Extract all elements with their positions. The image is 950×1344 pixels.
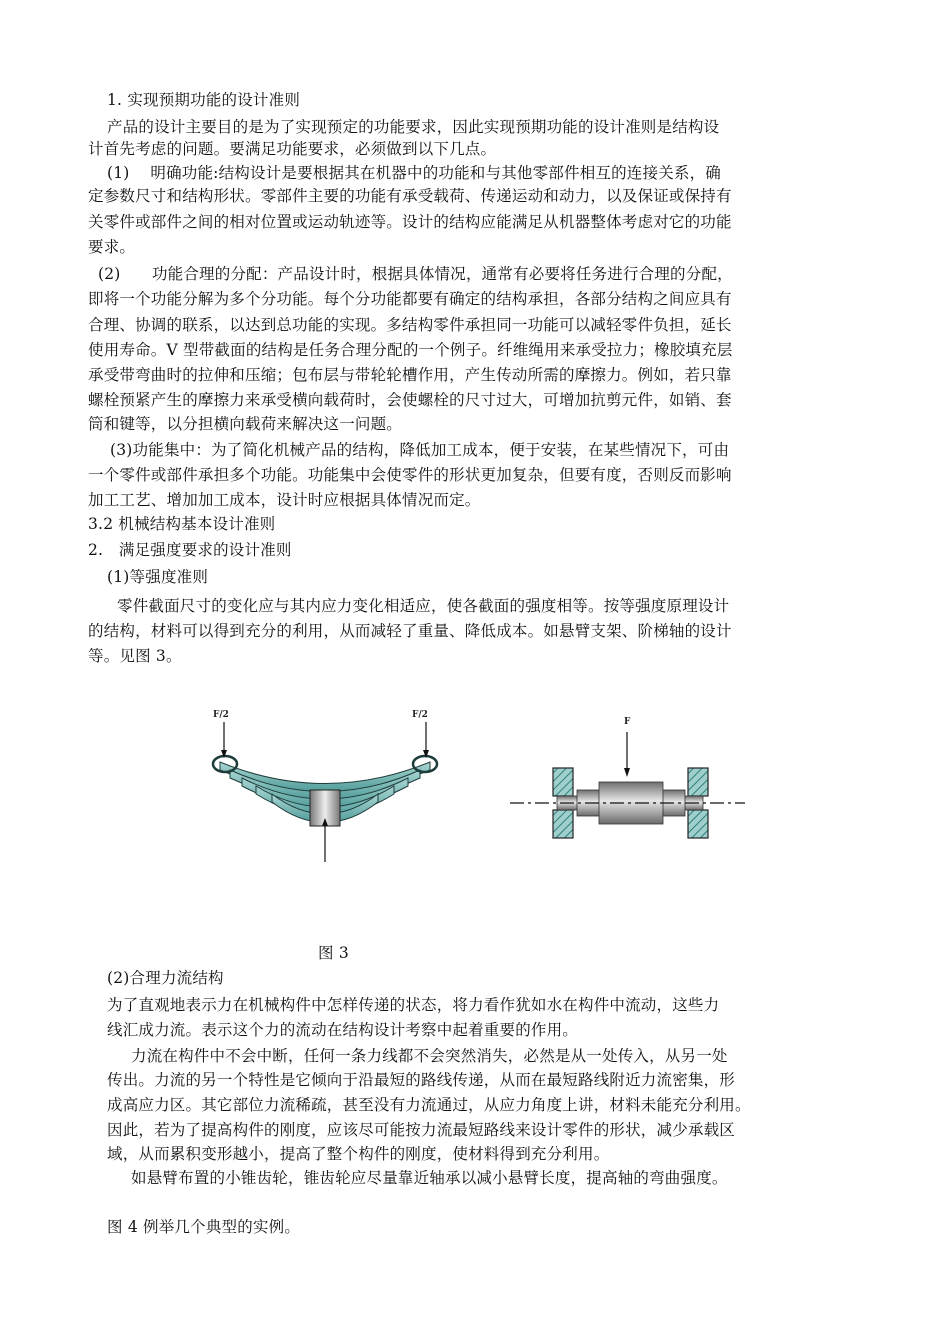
subsection-heading: (2)合理力流结构 (107, 969, 224, 987)
text-line: 因此，若为了提高构件的刚度，应该尽可能按力流最短路线来设计零件的形状，减少承载区 (107, 1121, 736, 1139)
text-line: 关零件或部件之间的相对位置或运动轨迹等。设计的结构应能满足从机器整体考虑对它的功能 (88, 213, 732, 231)
leaf-spring-drawing (200, 700, 450, 870)
text-line: 一个零件或部件承担多个功能。功能集中会使零件的形状更加复杂，但要有度，否则反而影响 (88, 466, 732, 484)
text-line: 域，从而累积变形越小，提高了整个构件的刚度，使材料得到充分利用。 (107, 1145, 610, 1163)
text-line: 1. 实现预期功能的设计准则 (107, 91, 301, 109)
figure-stepped-shaft (505, 710, 750, 860)
text-line: 承受带弯曲时的拉伸和压缩；包布层与带轮轮槽作用，产生传动所需的摩擦力。例如，若只靠 (88, 366, 732, 384)
text-line: 为了直观地表示力在机械构件中怎样传递的状态，将力看作犹如水在构件中流动，这些力 (107, 996, 720, 1014)
force-label-F: F (624, 717, 631, 727)
text-line: 计首先考虑的问题。要满足功能要求，必须做到以下几点。 (88, 140, 497, 158)
figure-leaf-spring (200, 700, 450, 870)
text-line: 筒和键等，以分担横向载荷来解决这一问题。 (88, 415, 403, 433)
text-line: 产品的设计主要目的是为了实现预定的功能要求，因此实现预期功能的设计准则是结构设 (107, 118, 720, 136)
text-line: 定参数尺寸和结构形状。零部件主要的功能有承受载荷、传递运动和动力，以及保证或保持有 (88, 187, 732, 205)
text-line: 如悬臂布置的小锥齿轮，锥齿轮应尽量靠近轴承以减小悬臂长度，提高轴的弯曲强度。 (131, 1169, 728, 1187)
text-line: 力流在构件中不会中断，任何一条力线都不会突然消失，必然是从一处传入，从另一处 (131, 1047, 728, 1065)
force-label-right: F/2 (412, 710, 428, 720)
text-line: 图 4 例举几个典型的实例。 (107, 1218, 301, 1236)
text-line: 成高应力区。其它部位力流稀疏，甚至没有力流通过，从应力角度上讲，材料未能充分利用。 (107, 1096, 751, 1114)
text-line: 加工工艺、增加加工成本，设计时应根据具体情况而定。 (88, 491, 481, 509)
text-line: 即将一个功能分解为多个分功能。每个分功能都要有确定的结构承担，各部分结构之间应具有 (88, 290, 732, 308)
text-line: 使用寿命。V 型带截面的结构是任务合理分配的一个例子。纤维绳用来承受拉力；橡胶填充层 (88, 341, 733, 359)
text-line: 的结构，材料可以得到充分的利用，从而减轻了重量、降低成本。如悬臂支架、阶梯轴的设计 (88, 622, 732, 640)
figure-caption: 图 3 (318, 944, 349, 962)
text-line: 要求。 (88, 238, 136, 256)
text-line: 合理、协调的联系，以达到总功能的实现。多结构零件承担同一功能可以减轻零件负担，延长 (88, 316, 732, 334)
force-label-left: F/2 (213, 710, 229, 720)
stepped-shaft-drawing (505, 710, 750, 860)
text-line: (1) 明确功能:结构设计是要根据其在机器中的功能和与其他零部件相互的连接关系，确 (107, 164, 722, 182)
text-line: 零件截面尺寸的变化应与其内应力变化相适应，使各截面的强度相等。按等强度原理设计 (117, 597, 730, 615)
text-line: 线汇成力流。表示这个力的流动在结构设计考察中起着重要的作用。 (107, 1021, 579, 1039)
text-line: 传出。力流的另一个特性是它倾向于沿最短的路线传递，从而在最短路线附近力流密集，形 (107, 1071, 736, 1089)
text-line: 螺栓预紧产生的摩擦力来承受横向载荷时，会使螺栓的尺寸过大，可增加抗剪元件，如销、套 (88, 391, 732, 409)
text-line: (2) 功能合理的分配：产品设计时，根据具体情况，通常有必要将任务进行合理的分配， (98, 265, 733, 283)
section-heading: 3.2 机械结构基本设计准则 (88, 515, 276, 533)
text-line: (3)功能集中：为了简化机械产品的结构，降低加工成本，便于安装，在某些情况下，可由 (110, 441, 730, 459)
subsection-heading: (1)等强度准则 (107, 568, 209, 586)
text-line: 等。见图 3。 (88, 647, 182, 665)
section-heading: 2. 满足强度要求的设计准则 (88, 541, 292, 559)
